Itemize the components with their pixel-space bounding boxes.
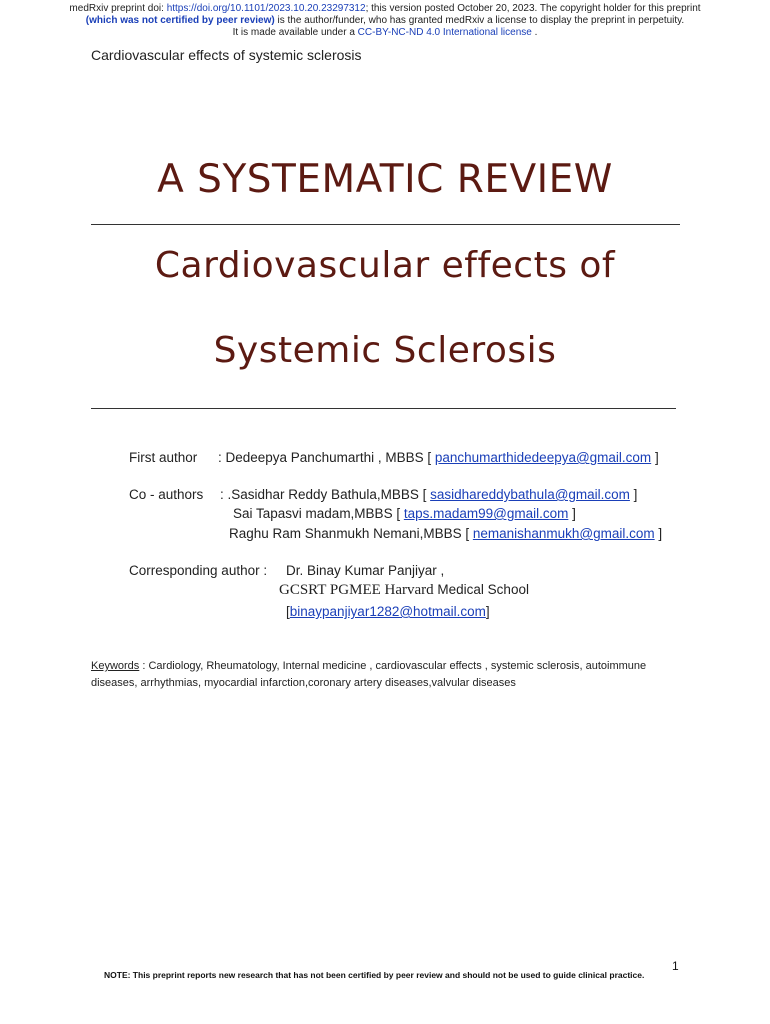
corresponding-author-email-row: [286, 604, 490, 619]
bracket-open: [: [286, 604, 290, 619]
bracket-close: ]: [629, 487, 638, 502]
co-author-3-email[interactable]: nemanishanmukh@gmail.com: [472, 526, 655, 541]
doi-link[interactable]: https://doi.org/10.1101/2023.10.20.23297312: [166, 3, 366, 14]
footer-note: NOTE: This preprint reports new research that has not been certified by peer review and should not be used to guide clinical practice.: [104, 970, 645, 980]
peer-review-notice: (which was not certified by peer review): [85, 15, 275, 26]
banner-doi-prefix: medRxiv preprint doi:: [69, 3, 167, 14]
banner-line-2: [0, 15, 770, 27]
co-author-entry-2: [233, 506, 576, 521]
first-author-name: : Dedeepya Panchumarthi , MBBS [: [218, 450, 435, 465]
corresponding-author-label: Corresponding author :: [129, 563, 268, 578]
affiliation-school: Medical School: [433, 582, 529, 597]
keywords-text: : Cardiology, Rheumatology, Internal medicine , cardiovascular effects , systemic sclerosis, autoimmune diseases, arrhythmias, myocardial infarction,coronary artery diseases,valvular diseases: [91, 660, 647, 689]
banner-license-suffix: .: [531, 27, 538, 38]
corresponding-author-name: Dr. Binay Kumar Panjiyar ,: [286, 563, 445, 578]
co-author-1-email[interactable]: sasidhareddybathula@gmail.com: [430, 487, 630, 502]
bracket-close: ]: [568, 506, 576, 521]
banner-license-prefix: It is made available under a: [232, 27, 358, 38]
first-author-label: First author: [129, 450, 198, 465]
banner-license-text: is the author/funder, who has granted medRxiv a license to display the preprint in perpetuity.: [274, 15, 685, 26]
license-link[interactable]: CC-BY-NC-ND 4.0 International license: [357, 27, 532, 38]
co-author-entry-3: [229, 526, 662, 541]
bracket-close: ]: [651, 450, 659, 465]
banner-line-1: [0, 3, 770, 15]
section-divider: [91, 408, 676, 409]
bracket-close: ]: [485, 604, 490, 619]
banner-copyright-text: ; this version posted October 20, 2023. The copyright holder for this preprint: [365, 3, 701, 14]
title-line-2: Cardiovascular effects of: [154, 245, 616, 286]
co-author-2-email[interactable]: taps.madam99@gmail.com: [403, 506, 569, 521]
corresponding-author-email[interactable]: binaypanjiyar1282@hotmail.com: [289, 604, 486, 619]
page-number: 1: [672, 959, 679, 973]
corresponding-author-affiliation: [279, 582, 529, 599]
co-author-3-name: Raghu Ram Shanmukh Nemani,MBBS [: [229, 526, 473, 541]
co-authors-label: Co - authors: [129, 487, 204, 502]
keywords-label: Keywords: [91, 660, 140, 672]
bracket-close: ]: [654, 526, 663, 541]
title-line-3: Systemic Sclerosis: [213, 330, 557, 371]
co-author-entry-1: [220, 487, 637, 502]
keywords-block: [91, 658, 681, 692]
co-author-1-name: : .Sasidhar Reddy Bathula,MBBS [: [220, 487, 431, 502]
title-line-1: A SYSTEMATIC REVIEW: [157, 157, 613, 202]
banner-line-3: [0, 27, 770, 39]
affiliation-program: GCSRT PGMEE Harvard: [279, 582, 434, 598]
running-head: Cardiovascular effects of systemic sclerosis: [91, 47, 362, 63]
preprint-banner: [0, 3, 770, 39]
co-author-2-name: Sai Tapasvi madam,MBBS [: [233, 506, 404, 521]
first-author-entry: [218, 450, 659, 465]
title-divider: [91, 224, 680, 225]
first-author-email[interactable]: panchumarthidedeepya@gmail.com: [434, 450, 652, 465]
